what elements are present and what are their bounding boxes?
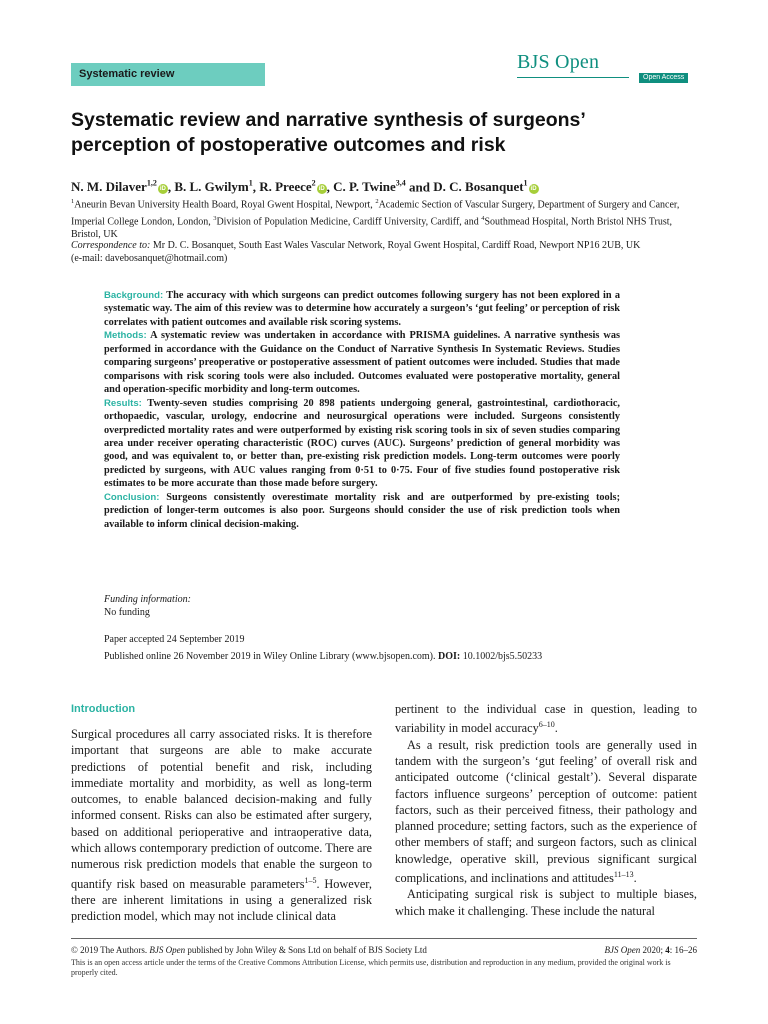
- author-list: [71, 175, 691, 196]
- abstract-methods: A systematic review was undertaken in accordance with PRISMA guidelines. A narrative synthesis was performed in accordance with the Guidance on the Conduct of Narrative Synthesis In Systematic Reviews. Studies comparing surgeons’ preoperative or postoperative assessment of patient outcomes were included. Studies that made comparisons with risk scoring tools were also included. Outcomes evaluated were postoperative mortality, general and operation-specific morbidity and long-term outcomes.: [104, 330, 620, 396]
- author[interactable]: [71, 179, 168, 194]
- author-affiliation-sup: 1: [248, 179, 253, 188]
- doi-link[interactable]: 10.1002/bjs5.50233: [460, 651, 543, 662]
- paragraph-text: As a result, risk prediction tools are generally used in tandem with the surgeon’s ‘gut feeling’ of overall risk and anticipated outcome (‘clinical gestalt’). Several disparate factors influence surgeons’ perception of outcome: patient factors, such as their perceived fitness, their pathology and planned procedure; setting factors, such as the experience of other members of staff; and surgeon factors, such as clinical knowledge, operative skill, previous significant surgical complications, and inclinations and attitudes: [395, 737, 697, 886]
- author-name: C. P. Twine: [333, 179, 396, 195]
- accepted-date: Paper accepted 24 September 2019: [104, 634, 245, 645]
- correspondence-label: Correspondence to:: [71, 240, 151, 251]
- published-date: Published online 26 November 2019 in Wiley Online Library (www.bjsopen.com).: [104, 651, 438, 662]
- abstract-methods-label: Methods:: [104, 330, 147, 342]
- author-name: D. C. Bosanquet: [433, 179, 524, 195]
- correspondence: [71, 239, 697, 266]
- affiliation-text: Division of Population Medicine, Cardiff University, Cardiff, and: [216, 216, 482, 228]
- funding-label: Funding information:: [104, 594, 191, 605]
- section-tag: Systematic review: [71, 63, 265, 86]
- author-name: N. M. Dilaver: [71, 179, 147, 195]
- author[interactable]: [333, 179, 406, 194]
- citation-journal: BJS Open: [604, 945, 641, 955]
- copyright-text: © 2019 The Authors.: [71, 945, 150, 955]
- affiliation-number: 3: [213, 214, 217, 222]
- citation-ref[interactable]: 6–10: [538, 720, 555, 730]
- affiliations: [71, 195, 697, 242]
- author-separator: ,: [167, 179, 175, 195]
- citation-year: 2020;: [640, 945, 666, 955]
- orcid-icon[interactable]: iD: [530, 186, 537, 193]
- funding-information: [104, 594, 504, 620]
- author-affiliation-sup: 3,4: [395, 179, 406, 188]
- affiliation-number: 2: [375, 198, 379, 205]
- author-separator: ,: [326, 179, 334, 195]
- author[interactable]: [433, 179, 538, 194]
- citation-ref[interactable]: 1–5: [304, 875, 317, 885]
- open-access-badge: Open Access: [639, 73, 688, 83]
- author[interactable]: [259, 179, 326, 194]
- author-separator: and: [405, 179, 434, 195]
- publication-dates: [104, 631, 664, 665]
- body-paragraph: [395, 737, 697, 887]
- footer-copyright: [71, 945, 591, 956]
- doi-label: DOI:: [437, 651, 461, 662]
- footer-divider: [71, 938, 697, 939]
- abstract-conclusion: Surgeons consistently overestimate mortality risk and are outperformed by pre-existing tools; prediction of longer-term outcomes is also poor. Surgeons should consider the use of risk prediction tools when available to inform clinical decision-making.: [104, 491, 620, 530]
- author-name: B. L. Gwilym: [174, 179, 249, 195]
- author-name: R. Preece: [259, 179, 312, 195]
- footer-citation: [540, 945, 697, 956]
- published-line: [104, 648, 664, 665]
- citation-ref[interactable]: 11–13: [613, 870, 634, 880]
- body-right-column: [395, 701, 697, 919]
- author-affiliation-sup: 2: [311, 179, 316, 188]
- author[interactable]: [174, 179, 252, 194]
- section-heading-introduction: Introduction: [71, 703, 136, 715]
- correspondence-address: Mr D. C. Bosanquet, South East Wales Vascular Network, Royal Gwent Hospital, Cardiff Road, Newport NP16 2UB, UK: [150, 240, 641, 251]
- body-paragraph: [71, 726, 372, 925]
- citation-pages: : 16–26: [669, 945, 697, 955]
- article-title: Systematic review and narrative synthesis of surgeons’ perception of postoperative outcomes and risk: [71, 109, 585, 156]
- correspondence-email[interactable]: (e-mail: davebosanquet@hotmail.com): [71, 253, 228, 265]
- journal-name: BJS Open: [517, 51, 600, 73]
- copyright-text: published by John Wiley & Sons Ltd on behalf of BJS Society Ltd: [185, 945, 427, 955]
- abstract-results: Twenty-seven studies comprising 20 898 patients undergoing general, gastrointestinal, cardiothoracic, orthopaedic, vascular, urology, endocrine and neurosurgical operations were included. Surgeons consistently overpredicted mortality rates and were outperformed by existing risk scoring tools in six of seven studies comparing area under receiver operating characteristic (ROC) curves (AUC). Surgeons’ prediction of general morbidity was good, and was equivalent to, or better than, pre-existing risk prediction models. Long-term outcomes were poorly predicted by surgeons, with AUC values ranging from 0·51 to 0·75. Four of five studies found postoperative risk estimates to be more accurate than those made before surgery.: [104, 397, 620, 490]
- author-affiliation-sup: 1,2: [146, 179, 157, 188]
- funding-value: No funding: [104, 606, 150, 618]
- affiliation-number: 4: [481, 214, 485, 222]
- copyright-journal: BJS Open: [149, 945, 186, 955]
- license-notice: This is an open access article under the terms of the Creative Commons Attribution License, which permits use, distribution and reproduction in any medium, provided the original work is properly cited.: [71, 958, 671, 978]
- orcid-icon[interactable]: iD: [159, 186, 166, 193]
- paragraph-text: .: [633, 871, 637, 886]
- affiliation-text: Southmead Hospital, North Bristol NHS Trust, Bristol, UK: [71, 216, 673, 241]
- abstract-results-label: Results:: [104, 397, 142, 409]
- logo-divider: [517, 77, 629, 78]
- affiliation-number: 1: [71, 198, 75, 205]
- abstract-background: The accuracy with which surgeons can predict outcomes following surgery has not been explored in a systematic way. The aim of this review was to determine how accurately a surgeon’s ‘gut feeling’ or perception of risk correlates with patient outcomes and available risk scoring systems.: [104, 290, 620, 328]
- affiliation-text: Aneurin Bevan University Health Board, Royal Gwent Hospital, Newport,: [74, 199, 376, 211]
- body-paragraph: Anticipating surgical risk is subject to multiple biases, which make it challenging. These include the natural: [395, 887, 697, 918]
- abstract: [104, 289, 620, 531]
- affiliation-text: Academic Section of Vascular Surgery, Department of Surgery and Cancer, Imperial College London, London,: [71, 199, 680, 228]
- abstract-background-label: Background:: [104, 290, 164, 301]
- paragraph-text: Surgical procedures all carry associated risks. It is therefore important that surgeons are able to make accurate predictions of potential benefit and risk, including immediate mortality and morbidity, as well as long-term outcomes, to enable balanced decision-making and fully informed consent. Risks can also be estimated after surgery, based on additional perioperative and intraoperative data, which allows contemporary prediction of outcome. There are numerous risk prediction models that enable the surgeon to quantify risk based on measurable parameters: [71, 727, 372, 891]
- body-paragraph: [395, 701, 697, 737]
- paragraph-text: . However, there are inherent limitations in using a generalized risk prediction model, which may not include clinical data: [71, 876, 372, 924]
- citation-volume: 4: [665, 945, 670, 955]
- paragraph-text: .: [554, 721, 558, 736]
- author-affiliation-sup: 1: [523, 179, 528, 188]
- abstract-conclusion-label: Conclusion:: [104, 491, 160, 503]
- author-separator: ,: [252, 179, 260, 195]
- paragraph-text: pertinent to the individual case in question, leading to variability in model accuracy: [395, 702, 697, 736]
- orcid-icon[interactable]: iD: [318, 186, 325, 193]
